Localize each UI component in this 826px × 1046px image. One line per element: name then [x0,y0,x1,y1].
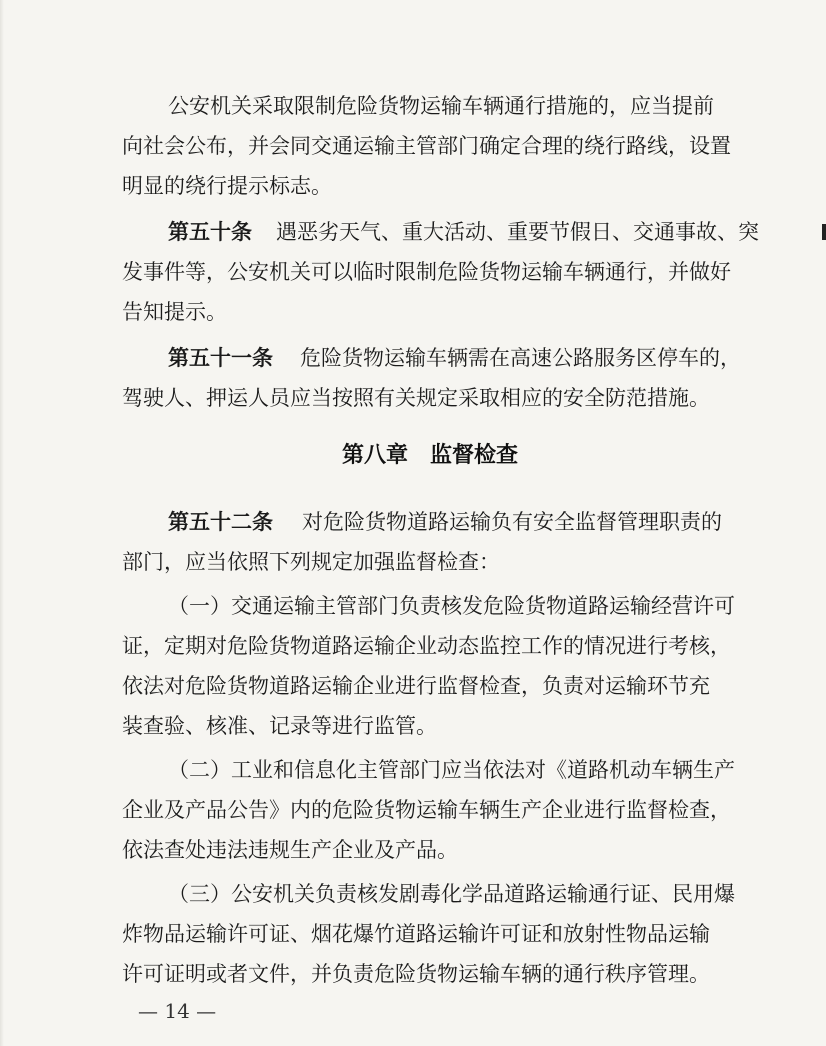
line-text: 企业及产品公告》内的危险货物运输车辆生产企业进行监督检查， [122,798,731,822]
article-heading: 第五十二条 [168,509,273,534]
chapter-title-text: 第八章 监督检查 [342,443,519,468]
text-line [0,338,826,378]
line-text: 发事件等，公安机关可以临时限制危险货物运输车辆通行，并做好 [122,260,731,284]
text-line [0,86,826,126]
line-text: （二）工业和信息化主管部门应当依法对《道路机动车辆生产 [168,758,735,782]
line-text: 许可证明或者文件，并负责危险货物运输车辆的通行秩序管理。 [122,962,710,986]
text-line [0,954,826,994]
text-line [0,666,826,706]
line-text: 告知提示。 [122,300,227,324]
line-text: 证，定期对危险货物道路运输企业动态监控工作的情况进行考核， [122,634,731,658]
line-text: 遇恶劣天气、重大活动、重要节假日、交通事故、突 [276,220,759,244]
line-text: （三）公安机关负责核发剧毒化学品道路运输通行证、民用爆 [168,882,735,906]
line-text: 对危险货物道路运输负有安全监督管理职责的 [302,510,722,534]
text-line [0,378,826,418]
article-heading: 第五十一条 [168,345,273,370]
text-line [0,292,826,332]
page-number: — 14 — [138,999,217,1023]
line-text: （一）交通运输主管部门负责核发危险货物道路运输经营许可 [168,594,735,618]
chapter-title [0,434,826,478]
line-text: 依法对危险货物道路运输企业进行监督检查，负责对运输环节充 [122,674,710,698]
text-line [0,126,826,166]
line-text: 部门，应当依照下列规定加强监督检查： [122,550,500,574]
line-text: 公安机关采取限制危险货物运输车辆通行措施的，应当提前 [168,94,714,118]
text-line [0,790,826,830]
text-line [0,586,826,626]
text-line [0,830,826,870]
line-text: 驾驶人、押运人员应当按照有关规定采取相应的安全防范措施。 [122,386,710,410]
article-heading: 第五十条 [168,219,252,244]
line-text: 明显的绕行提示标志。 [122,174,332,198]
text-line [0,166,826,206]
text-line [0,914,826,954]
text-line [0,626,826,666]
text-line [0,212,826,252]
text-line [0,706,826,746]
line-text: 向社会公布，并会同交通运输主管部门确定合理的绕行路线，设置 [122,134,731,158]
text-line [0,874,826,914]
text-line [0,252,826,292]
text-line [0,542,826,582]
text-line [0,750,826,790]
line-text: 装查验、核准、记录等进行监管。 [122,714,437,738]
line-text: 依法查处违法违规生产企业及产品。 [122,838,458,862]
line-text: 危险货物运输车辆需在高速公路服务区停车的， [300,346,741,370]
line-text: 炸物品运输许可证、烟花爆竹道路运输许可证和放射性物品运输 [122,922,710,946]
text-line [0,502,826,542]
